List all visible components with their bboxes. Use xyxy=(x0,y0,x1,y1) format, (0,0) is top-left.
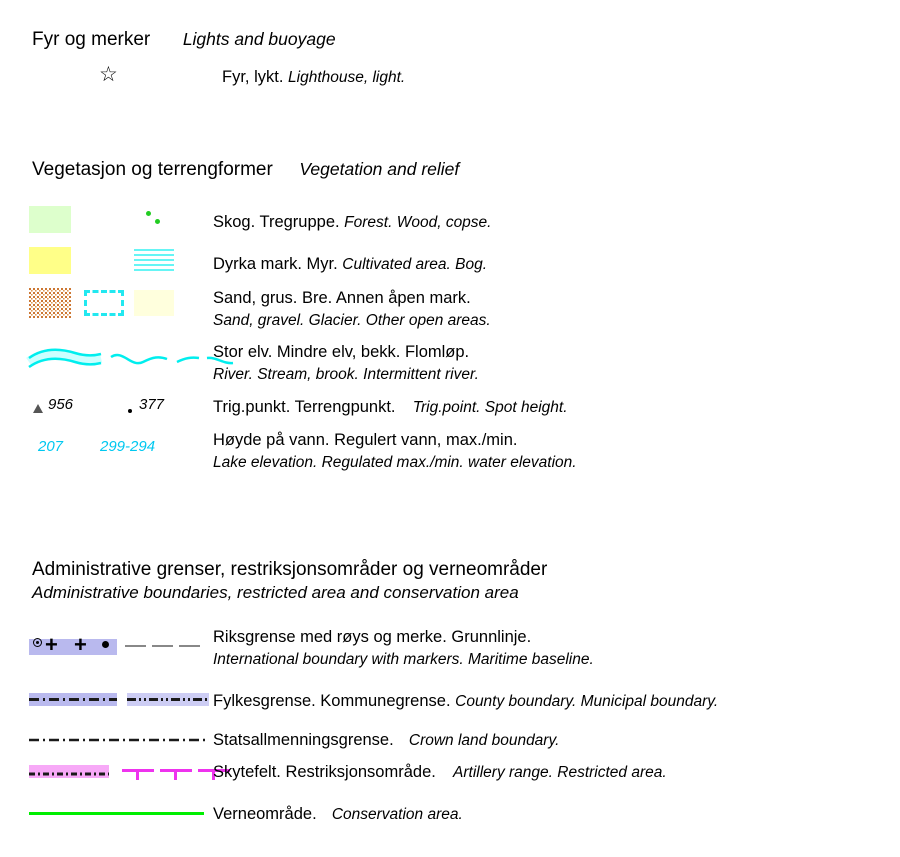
section-subheading-administrative-en: Administrative boundaries, restricted area and conservation area xyxy=(32,583,519,602)
lake-elevation-value: 207 xyxy=(38,438,64,455)
restricted-area-ticks xyxy=(160,764,192,780)
legend-label-rivers-en xyxy=(213,365,479,384)
bog-hatch-line xyxy=(134,264,174,266)
cultivated-swatch xyxy=(29,247,71,274)
restricted-tick-stem xyxy=(174,769,177,780)
legend-label-conservation-no: Verneområde. xyxy=(213,805,317,823)
restricted-area-ticks xyxy=(122,764,154,780)
section-heading-administrative xyxy=(32,559,547,581)
spot-height-dot xyxy=(128,409,132,413)
legend-label-heights xyxy=(213,398,568,417)
legend-label-water-en-text: Lake elevation. Regulated max./min. water elevation. xyxy=(213,454,577,471)
section-heading-administrative-no: Administrative grenser, restriksjonsområder og verneområder xyxy=(32,559,548,580)
legend-label-national-en xyxy=(213,650,594,669)
trig-point-triangle xyxy=(33,404,43,413)
legend-label-artillery xyxy=(213,763,667,782)
legend-label-sand-no xyxy=(213,289,471,308)
legend-label-water-no xyxy=(213,431,517,450)
legend-label-cultivated-en: Cultivated area. Bog. xyxy=(342,256,488,273)
legend-label-lighthouse-no: Fyr, lykt. xyxy=(222,68,284,86)
legend-label-water-en xyxy=(213,453,577,472)
legend-label-national-no xyxy=(213,628,531,647)
legend-label-artillery-no: Skytefelt. Restriksjonsområde. xyxy=(213,763,436,781)
legend-label-forest xyxy=(213,213,491,232)
bog-hatch-line xyxy=(134,254,174,256)
maritime-baseline-dash xyxy=(152,645,173,647)
sand-swatch xyxy=(29,288,71,318)
star-icon: ☆ xyxy=(99,63,118,86)
legend-label-lighthouse xyxy=(222,68,405,87)
crown-land-dashdot-line xyxy=(29,735,209,745)
legend-label-conservation xyxy=(213,805,463,824)
boundary-marker-cross-icon: + xyxy=(45,632,58,657)
forest-swatch xyxy=(29,206,71,233)
section-heading-vegetation-no: Vegetasjon og terrengformer xyxy=(32,159,273,180)
legend-label-sand-no-text: Sand, grus. Bre. Annen åpen mark. xyxy=(213,289,471,307)
bog-hatch-line xyxy=(134,249,174,251)
legend-label-lighthouse-en: Lighthouse, light. xyxy=(288,69,406,86)
legend-label-national-no-text: Riksgrense med røys og merke. Grunnlinje. xyxy=(213,628,532,646)
tree-group-dot-2 xyxy=(155,219,160,224)
legend-label-heights-no: Trig.punkt. Terrengpunkt. xyxy=(213,398,396,416)
legend-label-forest-en: Forest. Wood, copse. xyxy=(344,214,492,231)
spot-height-value: 377 xyxy=(139,396,165,413)
intermittent-river-line xyxy=(177,358,199,362)
legend-label-artillery-en: Artillery range. Restricted area. xyxy=(453,764,667,781)
bog-hatch xyxy=(134,249,174,273)
legend-label-county xyxy=(213,692,718,711)
artillery-range-band xyxy=(29,765,109,778)
legend-label-cultivated xyxy=(213,255,487,274)
boundary-marker-cross-icon: + xyxy=(74,632,87,657)
legend-label-forest-no: Skog. Tregruppe. xyxy=(213,213,340,231)
conservation-green-line xyxy=(29,812,204,815)
municipal-boundary-band xyxy=(127,693,209,706)
legend-label-crown-land xyxy=(213,731,559,750)
boundary-marker-ring-icon xyxy=(33,638,42,647)
river-symbols xyxy=(27,340,197,376)
county-boundary-dashdot xyxy=(29,693,117,706)
restricted-tick-stem xyxy=(136,769,139,780)
legend-label-rivers-no xyxy=(213,343,469,362)
legend-label-national-en-text: International boundary with markers. Maritime baseline. xyxy=(213,651,594,668)
county-boundary-band xyxy=(29,693,117,706)
sand-stipple-pattern xyxy=(29,288,71,318)
boundary-marker-dot-icon xyxy=(102,641,109,648)
legend-label-sand-en xyxy=(213,311,491,330)
legend-label-crown-land-no: Statsallmenningsgrense. xyxy=(213,731,394,749)
regulated-water-value: 299-294 xyxy=(100,438,156,455)
section-heading-lights-no: Fyr og merker xyxy=(32,29,151,50)
municipal-boundary-dashdotdot xyxy=(127,693,209,706)
legend-label-county-no: Fylkesgrense. Kommunegrense. xyxy=(213,692,451,710)
section-subheading-administrative xyxy=(32,583,519,603)
legend-label-crown-land-en: Crown land boundary. xyxy=(408,732,560,749)
tree-group-dot-1 xyxy=(146,211,151,216)
bog-hatch-line xyxy=(134,269,174,271)
section-heading-lights-en: Lights and buoyage xyxy=(182,29,336,49)
legend-label-county-en: County boundary. Municipal boundary. xyxy=(455,693,719,710)
legend-label-sand-en-text: Sand, gravel. Glacier. Other open areas. xyxy=(213,312,491,329)
section-heading-vegetation xyxy=(32,158,459,181)
glacier-swatch xyxy=(84,290,124,316)
legend-label-heights-en: Trig.point. Spot height. xyxy=(412,399,568,416)
stream-line xyxy=(111,355,167,363)
bog-hatch-line xyxy=(134,259,174,261)
legend-label-conservation-en: Conservation area. xyxy=(331,806,463,823)
legend-label-cultivated-no: Dyrka mark. Myr. xyxy=(213,255,338,273)
section-heading-vegetation-en: Vegetation and relief xyxy=(299,159,460,179)
section-heading-lights xyxy=(32,28,336,51)
open-area-swatch xyxy=(134,290,174,316)
maritime-baseline-dash xyxy=(179,645,200,647)
maritime-baseline-dash xyxy=(125,645,146,647)
legend-label-rivers-en-text: River. Stream, brook. Intermittent river. xyxy=(213,366,479,383)
legend-label-rivers-no-text: Stor elv. Mindre elv, bekk. Flomløp. xyxy=(213,343,470,361)
artillery-range-dashes xyxy=(29,765,109,778)
legend-label-water-no-text: Høyde på vann. Regulert vann, max./min. xyxy=(213,431,518,449)
trig-point-value: 956 xyxy=(48,396,74,413)
